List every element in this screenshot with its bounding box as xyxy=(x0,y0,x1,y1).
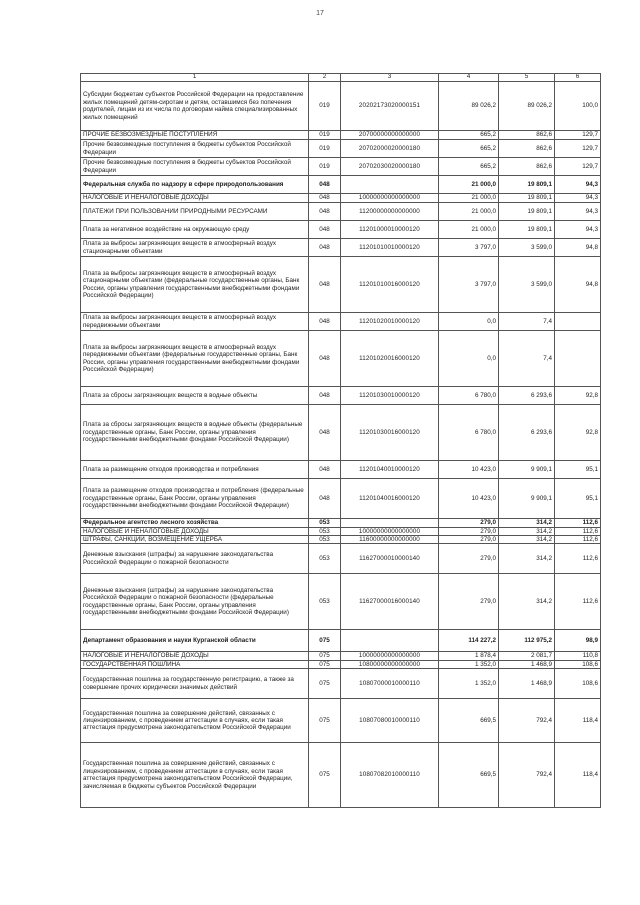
row-kbk-cell: 10807080010000110 xyxy=(341,699,439,743)
row-name-cell: Денежные взыскания (штрафы) за нарушение законодательства Российской Федерации о пожарной безопасности xyxy=(81,544,309,574)
row-name-cell: Плата за размещение отходов производства и потребления (федеральные государственные органы, Банк России, органы управления государственными внебюджетными фондами Российской Федерации) xyxy=(81,479,309,519)
row-fact-cell: 112 975,2 xyxy=(499,630,555,652)
row-fact-cell: 9 909,1 xyxy=(499,461,555,479)
row-percent-cell: 94,3 xyxy=(555,203,601,221)
table-row xyxy=(81,652,601,660)
row-plan-cell: 1 878,4 xyxy=(439,652,499,660)
row-plan-cell: 279,0 xyxy=(439,535,499,543)
row-kbk-cell: 11201040010000120 xyxy=(341,461,439,479)
row-percent-cell: 112,6 xyxy=(555,527,601,535)
row-kbk-cell: 11201010016000120 xyxy=(341,257,439,313)
row-plan-cell: 3 797,0 xyxy=(439,257,499,313)
row-percent-cell: 98,9 xyxy=(555,630,601,652)
column-header: 3 xyxy=(341,74,439,82)
table-row xyxy=(81,461,601,479)
row-kbk-cell: 11201030010000120 xyxy=(341,387,439,405)
row-fact-cell: 1 468,9 xyxy=(499,660,555,668)
row-plan-cell: 665,2 xyxy=(439,158,499,176)
row-plan-cell: 665,2 xyxy=(439,140,499,158)
row-percent-cell xyxy=(555,313,601,331)
row-percent-cell: 94,8 xyxy=(555,239,601,257)
row-code-cell: 053 xyxy=(309,574,341,630)
row-kbk-cell: 11627000010000140 xyxy=(341,544,439,574)
table-row xyxy=(81,660,601,668)
row-code-cell: 048 xyxy=(309,239,341,257)
table-row xyxy=(81,176,601,194)
row-kbk-cell: 10000000000000000 xyxy=(341,527,439,535)
row-plan-cell: 10 423,0 xyxy=(439,461,499,479)
row-fact-cell: 792,4 xyxy=(499,699,555,743)
row-percent-cell: 95,1 xyxy=(555,461,601,479)
row-kbk-cell: 20700000000000000 xyxy=(341,131,439,140)
row-kbk-cell: 11201020016000120 xyxy=(341,331,439,387)
row-code-cell: 048 xyxy=(309,257,341,313)
row-fact-cell: 19 809,1 xyxy=(499,221,555,239)
row-name-cell: Государственная пошлина за совершение действий, связанных с лицензированием, с проведением аттестации в случаях, если такая аттестация предусмотрена законодательством Российской Федерации, зачисляемая в бюджеты субъектов Российской Федерации xyxy=(81,743,309,808)
row-name-cell: ПРОЧИЕ БЕЗВОЗМЕЗДНЫЕ ПОСТУПЛЕНИЯ xyxy=(81,131,309,140)
row-code-cell: 053 xyxy=(309,527,341,535)
row-fact-cell: 9 909,1 xyxy=(499,479,555,519)
row-fact-cell: 314,2 xyxy=(499,527,555,535)
table-row xyxy=(81,257,601,313)
row-name-cell: Прочие безвозмездные поступления в бюджеты субъектов Российской Федерации xyxy=(81,140,309,158)
row-code-cell: 048 xyxy=(309,387,341,405)
row-code-cell: 048 xyxy=(309,479,341,519)
row-code-cell: 075 xyxy=(309,669,341,699)
row-name-cell: Государственная пошлина за государственную регистрацию, а также за совершение прочих юридически значимых действий xyxy=(81,669,309,699)
row-code-cell: 053 xyxy=(309,544,341,574)
table-row xyxy=(81,544,601,574)
row-name-cell: ШТРАФЫ, САНКЦИИ, ВОЗМЕЩЕНИЕ УЩЕРБА xyxy=(81,535,309,543)
row-plan-cell: 279,0 xyxy=(439,519,499,527)
row-fact-cell: 7,4 xyxy=(499,331,555,387)
row-name-cell: Федеральная служба по надзору в сфере природопользования xyxy=(81,176,309,194)
row-code-cell: 053 xyxy=(309,519,341,527)
row-kbk-cell: 11600000000000000 xyxy=(341,535,439,543)
row-name-cell: Плата за размещение отходов производства и потребления xyxy=(81,461,309,479)
row-fact-cell: 2 081,7 xyxy=(499,652,555,660)
row-name-cell: НАЛОГОВЫЕ И НЕНАЛОГОВЫЕ ДОХОДЫ xyxy=(81,652,309,660)
row-fact-cell: 792,4 xyxy=(499,743,555,808)
row-code-cell: 019 xyxy=(309,82,341,131)
table-row xyxy=(81,331,601,387)
row-fact-cell: 314,2 xyxy=(499,574,555,630)
row-fact-cell: 862,6 xyxy=(499,131,555,140)
row-kbk-cell: 11200000000000000 xyxy=(341,203,439,221)
row-kbk-cell: 11201030016000120 xyxy=(341,405,439,461)
row-percent-cell: 129,7 xyxy=(555,131,601,140)
row-percent-cell xyxy=(555,331,601,387)
row-kbk-cell xyxy=(341,519,439,527)
row-plan-cell: 669,5 xyxy=(439,743,499,808)
row-plan-cell: 669,5 xyxy=(439,699,499,743)
row-code-cell: 075 xyxy=(309,699,341,743)
row-name-cell: Прочие безвозмездные поступления в бюджеты субъектов Российской Федерации xyxy=(81,158,309,176)
row-code-cell: 019 xyxy=(309,158,341,176)
row-percent-cell: 118,4 xyxy=(555,699,601,743)
row-kbk-cell: 10807082010000110 xyxy=(341,743,439,808)
row-kbk-cell: 20702000020000180 xyxy=(341,140,439,158)
row-plan-cell: 114 227,2 xyxy=(439,630,499,652)
row-code-cell: 048 xyxy=(309,176,341,194)
row-code-cell: 075 xyxy=(309,652,341,660)
row-name-cell: ПЛАТЕЖИ ПРИ ПОЛЬЗОВАНИИ ПРИРОДНЫМИ РЕСУРСАМИ xyxy=(81,203,309,221)
row-percent-cell: 92,8 xyxy=(555,405,601,461)
row-plan-cell: 21 000,0 xyxy=(439,203,499,221)
row-plan-cell: 279,0 xyxy=(439,574,499,630)
row-kbk-cell: 11201040016000120 xyxy=(341,479,439,519)
row-kbk-cell: 10000000000000000 xyxy=(341,194,439,203)
column-header: 6 xyxy=(555,74,601,82)
row-code-cell: 053 xyxy=(309,535,341,543)
row-percent-cell: 110,8 xyxy=(555,652,601,660)
row-kbk-cell: 11201020010000120 xyxy=(341,313,439,331)
row-percent-cell: 112,6 xyxy=(555,544,601,574)
row-fact-cell: 89 026,2 xyxy=(499,82,555,131)
table-row xyxy=(81,239,601,257)
row-name-cell: Плата за выбросы загрязняющих веществ в атмосферный воздух передвижными объектами xyxy=(81,313,309,331)
table-row xyxy=(81,527,601,535)
table-row xyxy=(81,535,601,543)
row-plan-cell: 0,0 xyxy=(439,313,499,331)
row-name-cell: НАЛОГОВЫЕ И НЕНАЛОГОВЫЕ ДОХОДЫ xyxy=(81,194,309,203)
table-row xyxy=(81,699,601,743)
row-code-cell: 048 xyxy=(309,331,341,387)
table-row xyxy=(81,519,601,527)
row-fact-cell: 314,2 xyxy=(499,519,555,527)
revenue-table xyxy=(80,73,601,808)
page-number: 17 xyxy=(316,10,324,17)
row-code-cell: 075 xyxy=(309,743,341,808)
row-percent-cell: 94,3 xyxy=(555,194,601,203)
row-kbk-cell: 20202173020000151 xyxy=(341,82,439,131)
table-row xyxy=(81,479,601,519)
row-kbk-cell: 20702030020000180 xyxy=(341,158,439,176)
column-header: 5 xyxy=(499,74,555,82)
table-header-row xyxy=(81,74,601,82)
row-percent-cell: 94,3 xyxy=(555,176,601,194)
row-name-cell: Государственная пошлина за совершение действий, связанных с лицензированием, с проведением аттестации в случаях, если такая аттестация предусмотрена законодательством Российской Федерации xyxy=(81,699,309,743)
row-fact-cell: 19 809,1 xyxy=(499,203,555,221)
table-row xyxy=(81,669,601,699)
row-percent-cell: 112,6 xyxy=(555,519,601,527)
row-percent-cell: 112,6 xyxy=(555,535,601,543)
row-kbk-cell: 11201000010000120 xyxy=(341,221,439,239)
row-plan-cell: 0,0 xyxy=(439,331,499,387)
row-percent-cell: 92,8 xyxy=(555,387,601,405)
row-fact-cell: 6 293,6 xyxy=(499,405,555,461)
row-kbk-cell: 11201010010000120 xyxy=(341,239,439,257)
row-name-cell: НАЛОГОВЫЕ И НЕНАЛОГОВЫЕ ДОХОДЫ xyxy=(81,527,309,535)
row-fact-cell: 3 599,0 xyxy=(499,257,555,313)
row-name-cell: Денежные взыскания (штрафы) за нарушение законодательства Российской Федерации о пожарной безопасности (федеральные государственные органы, Банк России, органы управления государственными внебюджетными фондами Российской Федерации) xyxy=(81,574,309,630)
row-plan-cell: 21 000,0 xyxy=(439,176,499,194)
table-row xyxy=(81,140,601,158)
row-plan-cell: 279,0 xyxy=(439,527,499,535)
row-kbk-cell: 10000000000000000 xyxy=(341,652,439,660)
row-fact-cell: 6 293,6 xyxy=(499,387,555,405)
row-fact-cell: 862,6 xyxy=(499,158,555,176)
row-kbk-cell: 10800000000000000 xyxy=(341,660,439,668)
row-fact-cell: 3 599,0 xyxy=(499,239,555,257)
table-row xyxy=(81,743,601,808)
column-header: 2 xyxy=(309,74,341,82)
table-row xyxy=(81,131,601,140)
table-row xyxy=(81,387,601,405)
table-row xyxy=(81,158,601,176)
table-row xyxy=(81,82,601,131)
row-code-cell: 048 xyxy=(309,203,341,221)
row-fact-cell: 19 809,1 xyxy=(499,194,555,203)
table-row xyxy=(81,194,601,203)
row-fact-cell: 314,2 xyxy=(499,544,555,574)
table-row xyxy=(81,574,601,630)
row-code-cell: 048 xyxy=(309,461,341,479)
row-code-cell: 019 xyxy=(309,140,341,158)
row-plan-cell: 6 780,0 xyxy=(439,405,499,461)
row-code-cell: 075 xyxy=(309,630,341,652)
row-code-cell: 075 xyxy=(309,660,341,668)
row-plan-cell: 21 000,0 xyxy=(439,194,499,203)
row-plan-cell: 6 780,0 xyxy=(439,387,499,405)
row-name-cell: Плата за выбросы загрязняющих веществ в атмосферный воздух передвижными объектами (федеральные государственные органы, Банк России, органы управления государственными внебюджетными фондами Российской Федерации) xyxy=(81,331,309,387)
row-fact-cell: 1 468,9 xyxy=(499,669,555,699)
row-name-cell: Плата за сбросы загрязняющих веществ в водные объекты (федеральные государственные органы, Банк России, органы управления государственными внебюджетными фондами Российской Федерации) xyxy=(81,405,309,461)
row-percent-cell: 100,0 xyxy=(555,82,601,131)
row-plan-cell: 665,2 xyxy=(439,131,499,140)
row-plan-cell: 279,0 xyxy=(439,544,499,574)
row-kbk-cell: 11627000016000140 xyxy=(341,574,439,630)
row-code-cell: 019 xyxy=(309,131,341,140)
row-plan-cell: 21 000,0 xyxy=(439,221,499,239)
column-header: 1 xyxy=(81,74,309,82)
row-code-cell: 048 xyxy=(309,405,341,461)
row-code-cell: 048 xyxy=(309,221,341,239)
row-percent-cell: 108,6 xyxy=(555,669,601,699)
row-name-cell: Плата за негативное воздействие на окружающую среду xyxy=(81,221,309,239)
row-percent-cell: 95,1 xyxy=(555,479,601,519)
row-plan-cell: 1 352,0 xyxy=(439,669,499,699)
row-plan-cell: 10 423,0 xyxy=(439,479,499,519)
row-name-cell: Федеральное агентство лесного хозяйства xyxy=(81,519,309,527)
row-kbk-cell xyxy=(341,176,439,194)
row-name-cell: Плата за выбросы загрязняющих веществ в атмосферный воздух стационарными объектами (федеральные государственные органы, Банк России, органы управления государственными внебюджетными фондами Российской Федерации) xyxy=(81,257,309,313)
table-row xyxy=(81,221,601,239)
table-row xyxy=(81,313,601,331)
row-name-cell: Плата за сбросы загрязняющих веществ в водные объекты xyxy=(81,387,309,405)
row-code-cell: 048 xyxy=(309,194,341,203)
row-percent-cell: 129,7 xyxy=(555,158,601,176)
row-percent-cell: 94,8 xyxy=(555,257,601,313)
row-name-cell: ГОСУДАРСТВЕННАЯ ПОШЛИНА xyxy=(81,660,309,668)
table-row xyxy=(81,203,601,221)
row-code-cell: 048 xyxy=(309,313,341,331)
table-row xyxy=(81,405,601,461)
row-fact-cell: 19 809,1 xyxy=(499,176,555,194)
column-header: 4 xyxy=(439,74,499,82)
row-percent-cell: 118,4 xyxy=(555,743,601,808)
row-fact-cell: 862,6 xyxy=(499,140,555,158)
row-name-cell: Плата за выбросы загрязняющих веществ в атмосферный воздух стационарными объектами xyxy=(81,239,309,257)
table-row xyxy=(81,630,601,652)
row-name-cell: Департамент образования и науки Курганской области xyxy=(81,630,309,652)
row-fact-cell: 7,4 xyxy=(499,313,555,331)
row-plan-cell: 89 026,2 xyxy=(439,82,499,131)
row-kbk-cell: 10807000010000110 xyxy=(341,669,439,699)
row-fact-cell: 314,2 xyxy=(499,535,555,543)
row-percent-cell: 94,3 xyxy=(555,221,601,239)
row-plan-cell: 3 797,0 xyxy=(439,239,499,257)
row-name-cell: Субсидии бюджетам субъектов Российской Федерации на предоставление жилых помещений детям-сиротам и детям, оставшимся без попечения родителей, лицам из их числа по договорам найма специализированных жилых помещений xyxy=(81,82,309,131)
row-percent-cell: 108,6 xyxy=(555,660,601,668)
row-kbk-cell xyxy=(341,630,439,652)
row-percent-cell: 112,6 xyxy=(555,574,601,630)
row-plan-cell: 1 352,0 xyxy=(439,660,499,668)
row-percent-cell: 129,7 xyxy=(555,140,601,158)
